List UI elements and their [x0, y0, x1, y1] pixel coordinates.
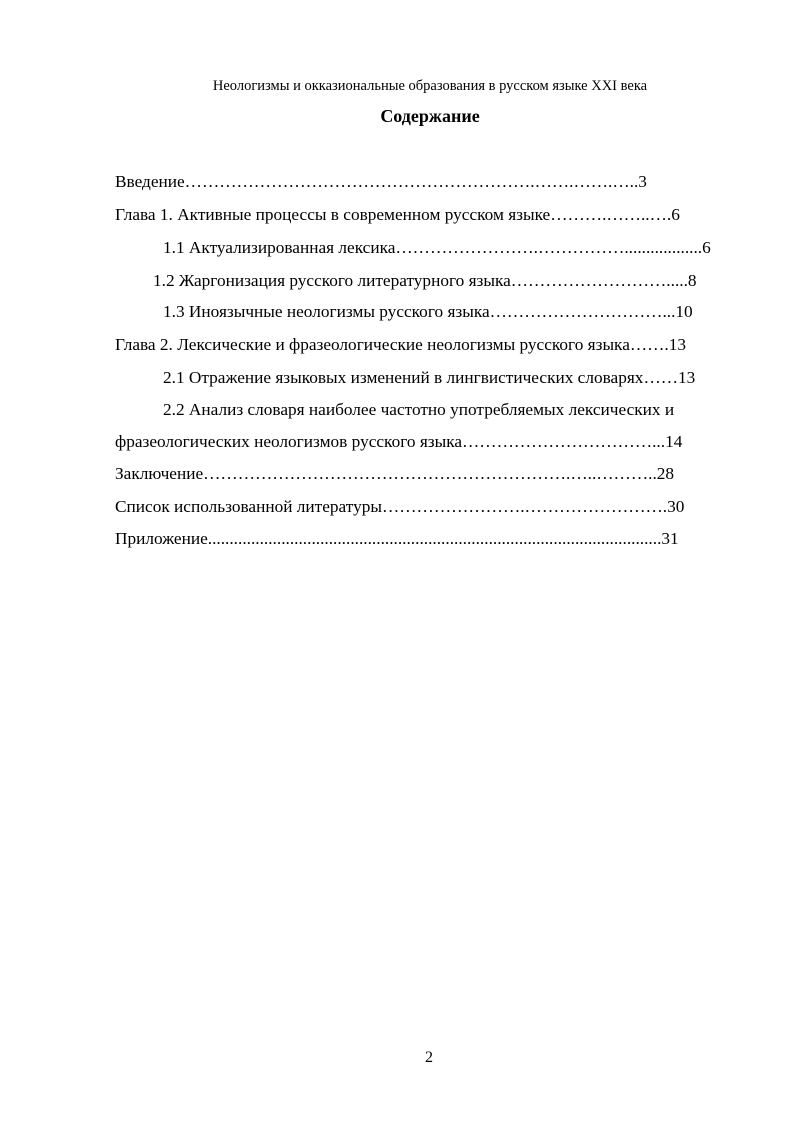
toc-entry-conclusion: Заключение……………………………………………………….…..………..28 — [115, 464, 675, 483]
toc-entry-chapter-1: Глава 1. Активные процессы в современном русском языке……….……..….6 — [115, 205, 680, 224]
toc-entry-section-2-1: 2.1 Отражение языковых изменений в лингвистических словарях……13 — [163, 368, 696, 387]
toc-entry-references: Список использованной литературы…………………….…………………….30 — [115, 497, 685, 516]
page-number: 2 — [425, 1049, 433, 1066]
toc-entry-section-1-3: 1.3 Иноязычные неологизмы русского языка…………………………...10 — [163, 302, 693, 321]
toc-entry-section-2-2-continuation: фразеологических неологизмов русского языка……………………………...14 — [115, 432, 683, 451]
toc-entry-section-1-1: 1.1 Актуализированная лексика…………………….……………..................6 — [163, 238, 711, 257]
toc-entry-appendix: Приложение.........................................................................................................31 — [115, 529, 679, 548]
toc-heading: Содержание — [380, 106, 480, 126]
toc-entry-introduction: Введение…………………………………………………….…….…….…..3 — [115, 172, 647, 191]
toc-entry-section-1-2: 1.2 Жаргонизация русского литературного языка……………………….....8 — [153, 271, 697, 290]
toc-entry-section-2-2: 2.2 Анализ словаря наиболее частотно употребляемых лексических и — [163, 400, 675, 419]
running-header: Неологизмы и окказиональные образования в русском языке XXI века — [212, 78, 648, 94]
toc-entry-chapter-2: Глава 2. Лексические и фразеологические неологизмы русского языка…….13 — [115, 335, 687, 354]
